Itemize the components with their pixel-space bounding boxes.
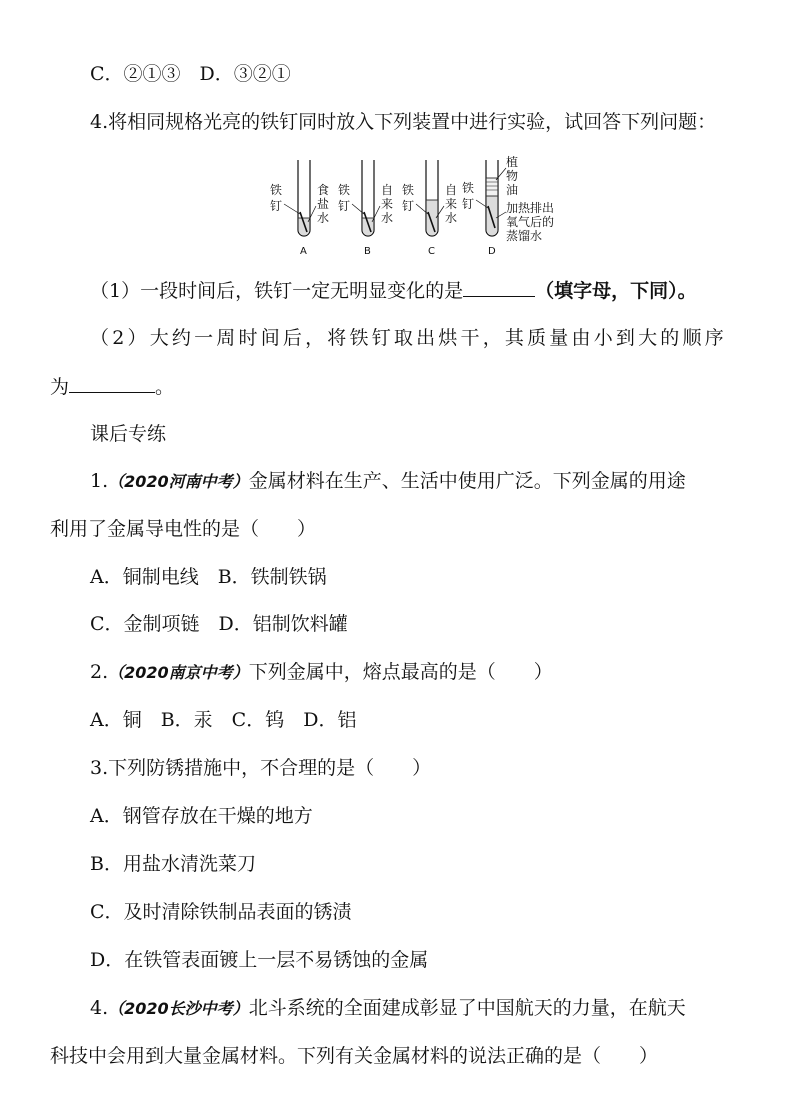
- liquid-label-a-2: 盐: [317, 197, 330, 211]
- tube-letter-d: D: [488, 246, 496, 257]
- question-4-stem: 4.将相同规格光亮的铁钉同时放入下列装置中进行实验，试回答下列问题：: [90, 111, 717, 133]
- exercise-3-stem: 3.下列防锈措施中，不合理的是（ ）: [90, 757, 432, 779]
- subquestion-1-note: （填字母，下同）。: [535, 280, 697, 302]
- exercise-2-source: （2020南京中考）: [108, 663, 249, 682]
- experiment-figure: [270, 155, 555, 260]
- nail-label-d-2: 钉: [462, 197, 475, 211]
- section-title: 课后专练: [90, 423, 167, 445]
- exercise-3-option-a: A．钢管存放在干燥的地方: [90, 805, 313, 827]
- subquestion-2: （2）大约一周时间后，将铁钉取出烘干，其质量由小到大的顺序: [90, 327, 727, 349]
- nail-label-c: 铁: [402, 183, 415, 197]
- nail-label-b: 铁: [338, 183, 351, 197]
- exercise-4-stem-cont: 科技中会用到大量金属材料。下列有关金属材料的说法正确的是（ ）: [50, 1045, 659, 1067]
- answer-blank-2[interactable]: [69, 374, 155, 393]
- exercise-1-number: 1.: [90, 470, 109, 492]
- exercise-4-source: （2020长沙中考）: [108, 999, 249, 1018]
- nail-label-b-2: 钉: [338, 199, 351, 213]
- tube-letter-b: B: [364, 246, 371, 257]
- test-tube-a: [270, 160, 329, 257]
- subquestion-1: [90, 278, 697, 303]
- liquid-label-a-3: 水: [317, 211, 330, 225]
- liquid-label-b-3: 水: [381, 211, 394, 225]
- exercise-4-text: 北斗系统的全面建成彰显了中国航天的力量，在航天: [248, 997, 686, 1019]
- exercise-1-stem-cont: 利用了金属导电性的是（ ）: [50, 518, 317, 540]
- tube-letter-a: A: [300, 246, 307, 257]
- exercise-2-text: 下列金属中，熔点最高的是（ ）: [248, 661, 553, 683]
- exercise-2-stem: [90, 660, 553, 685]
- liquid-label-c-1: 自: [445, 183, 458, 197]
- exercise-1-source: （2020河南中考）: [108, 472, 249, 491]
- liquid-label-c-3: 水: [445, 211, 458, 225]
- exercise-1-text: 金属材料在生产、生活中使用广泛。下列金属的用途: [248, 470, 686, 492]
- liquid-label-b-2: 来: [381, 197, 394, 211]
- liquid-label-d-3: 蒸馏水: [506, 229, 543, 243]
- test-tube-d: [462, 154, 554, 257]
- subquestion-2-cont-text: 为: [50, 376, 70, 398]
- exercise-1-options-ab: A．铜制电线 B．铁制铁锅: [90, 566, 327, 588]
- exercise-3-option-b: B．用盐水清洗菜刀: [90, 853, 256, 875]
- answer-blank-1[interactable]: [463, 278, 535, 297]
- exercise-3-option-c: C．及时清除铁制品表面的锈渍: [90, 901, 352, 923]
- subquestion-1-text: （1）一段时间后，铁钉一定无明显变化的是: [90, 280, 464, 302]
- exercise-2-number: 2.: [90, 661, 109, 683]
- subquestion-2-end: 。: [155, 376, 175, 398]
- exercise-2-options: A．铜 B．汞 C．钨 D．铝: [90, 709, 357, 731]
- nail-label-c-2: 钉: [402, 199, 415, 213]
- test-tube-b: [338, 160, 393, 257]
- subquestion-2-cont: [50, 374, 174, 399]
- oil-label-d-1: 植: [506, 155, 519, 169]
- nail-label-a: 铁: [270, 183, 283, 197]
- liquid-label-b-1: 自: [381, 183, 394, 197]
- exercise-1-stem: [90, 469, 686, 494]
- exercise-4-stem: [90, 996, 686, 1021]
- liquid-label-c-2: 来: [445, 197, 458, 211]
- exercise-1-options-cd: C．金制项链 D．铝制饮料罐: [90, 613, 348, 635]
- exercise-4-number: 4.: [90, 997, 109, 1019]
- exercise-3-option-d: D．在铁管表面镀上一层不易锈蚀的金属: [90, 949, 429, 971]
- liquid-label-a-1: 食: [317, 183, 330, 197]
- oil-label-d-2: 物: [506, 169, 519, 183]
- oil-label-d-3: 油: [506, 183, 519, 197]
- nail-label-a-2: 钉: [270, 199, 283, 213]
- test-tube-c: [402, 160, 457, 257]
- liquid-label-d-2: 氧气后的: [506, 215, 555, 229]
- options-line-c-d: C．②①③ D．③②①: [90, 63, 291, 85]
- tube-letter-c: C: [428, 246, 435, 257]
- liquid-label-d-1: 加热排出: [506, 201, 555, 215]
- nail-label-d: 铁: [462, 181, 475, 195]
